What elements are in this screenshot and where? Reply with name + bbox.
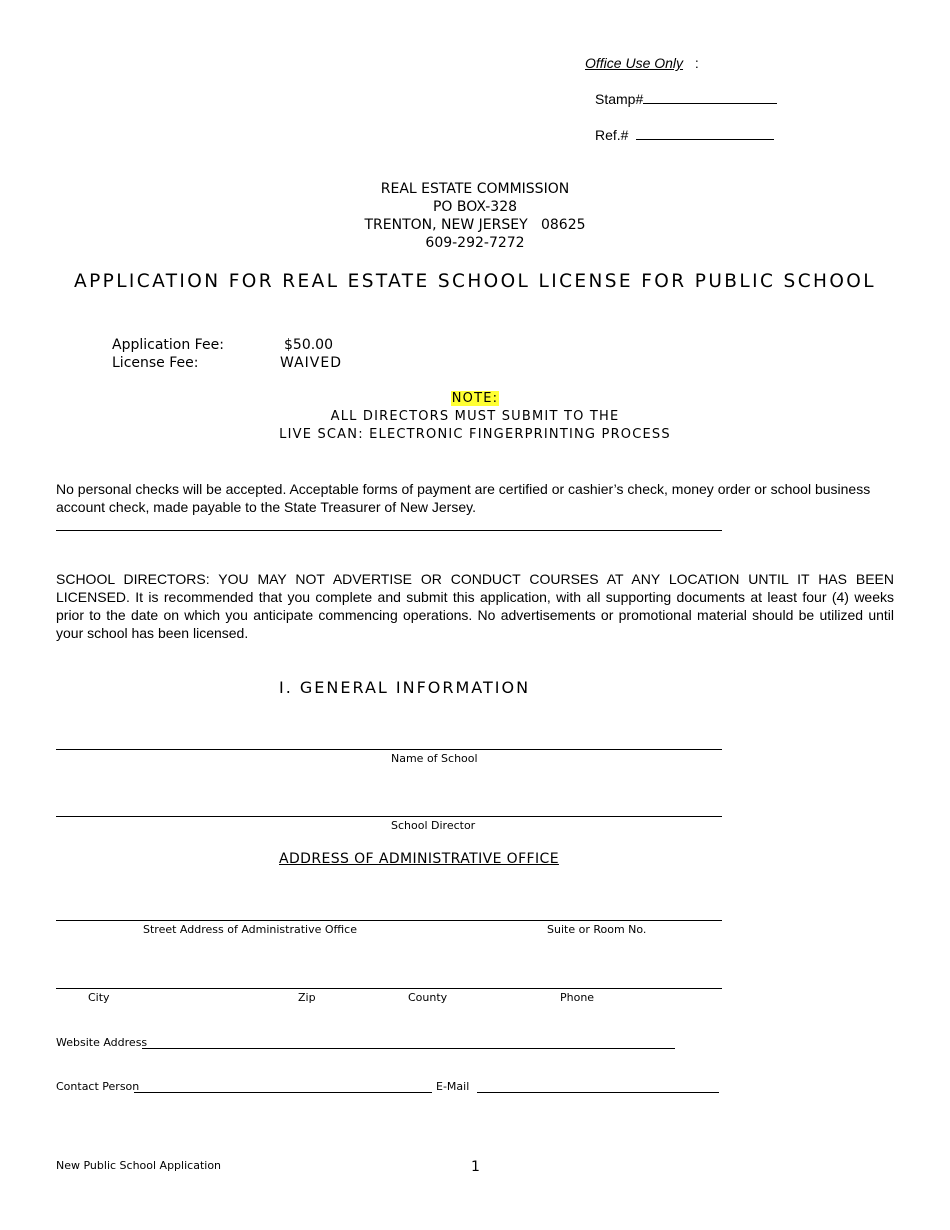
divider-rule [56, 530, 722, 531]
zip-label: Zip [298, 991, 316, 1004]
note-label: NOTE: [451, 391, 499, 406]
ref-blank[interactable] [636, 127, 774, 140]
page-number: 1 [471, 1159, 480, 1175]
office-use-title: Office Use Only : [585, 55, 699, 71]
school-name-input[interactable] [56, 749, 722, 750]
school-name-label: Name of School [391, 752, 478, 765]
address-line-1: REAL ESTATE COMMISSION [380, 181, 570, 197]
county-label: County [408, 991, 448, 1004]
school-director-input[interactable] [56, 816, 722, 817]
admin-office-heading: ADDRESS OF ADMINISTRATIVE OFFICE [279, 851, 559, 867]
license-fee-label: License Fee: [112, 355, 199, 371]
page-title: APPLICATION FOR REAL ESTATE SCHOOL LICENSE FOR PUBLIC SCHOOL [74, 271, 876, 292]
application-fee-label: Application Fee: [112, 337, 224, 353]
stamp-label: Stamp# [595, 91, 644, 107]
address-line-3: TRENTON, NEW JERSEY 08625 [364, 217, 586, 233]
stamp-blank[interactable] [643, 91, 777, 104]
address-line-2: PO BOX-328 [432, 199, 518, 215]
application-fee-value: $50.00 [284, 337, 333, 353]
contact-person-input[interactable] [134, 1080, 432, 1093]
address-line-4: 609-292-7272 [425, 235, 525, 251]
note-line-2: LIVE SCAN: ELECTRONIC FINGERPRINTING PROCESS [279, 427, 671, 442]
commission-address [300, 180, 650, 252]
website-input[interactable] [142, 1036, 675, 1049]
note-line-1: ALL DIRECTORS MUST SUBMIT TO THE [330, 409, 620, 424]
stamp-field[interactable] [595, 91, 777, 107]
ref-field[interactable] [595, 127, 774, 143]
city-label: City [88, 991, 110, 1004]
street-address-input[interactable] [56, 920, 722, 921]
school-director-label: School Director [391, 819, 476, 832]
section-title: I. GENERAL INFORMATION [279, 678, 531, 697]
street-address-label: Street Address of Administrative Office [143, 923, 357, 936]
license-fee-value: WAIVED [280, 355, 342, 371]
footer-title: New Public School Application [56, 1159, 222, 1172]
directors-notice: SCHOOL DIRECTORS: YOU MAY NOT ADVERTISE OR CONDUCT COURSES AT ANY LOCATION UNTIL IT HAS BEEN LICENSED. It is recommended that you complete and submit this application, with all supporting documents at least four (4) weeks prior to the date on which you anticipate commencing operations. No advertisements or promotional material should be utilized until your school has been licensed. [56, 571, 894, 641]
city-zip-county-phone-input[interactable] [56, 988, 722, 989]
payment-notice: No personal checks will be accepted. Acceptable forms of payment are certified or cashier’s check, money order or school business account check, made payable to the State Treasurer of New Jersey. [56, 481, 871, 515]
website-label: Website Address [56, 1036, 148, 1049]
email-label: E-Mail [436, 1080, 470, 1093]
email-input[interactable] [477, 1080, 719, 1093]
suite-label: Suite or Room No. [547, 923, 647, 936]
contact-person-label: Contact Person [56, 1080, 140, 1093]
ref-label: Ref.# [595, 127, 629, 143]
phone-label: Phone [560, 991, 595, 1004]
